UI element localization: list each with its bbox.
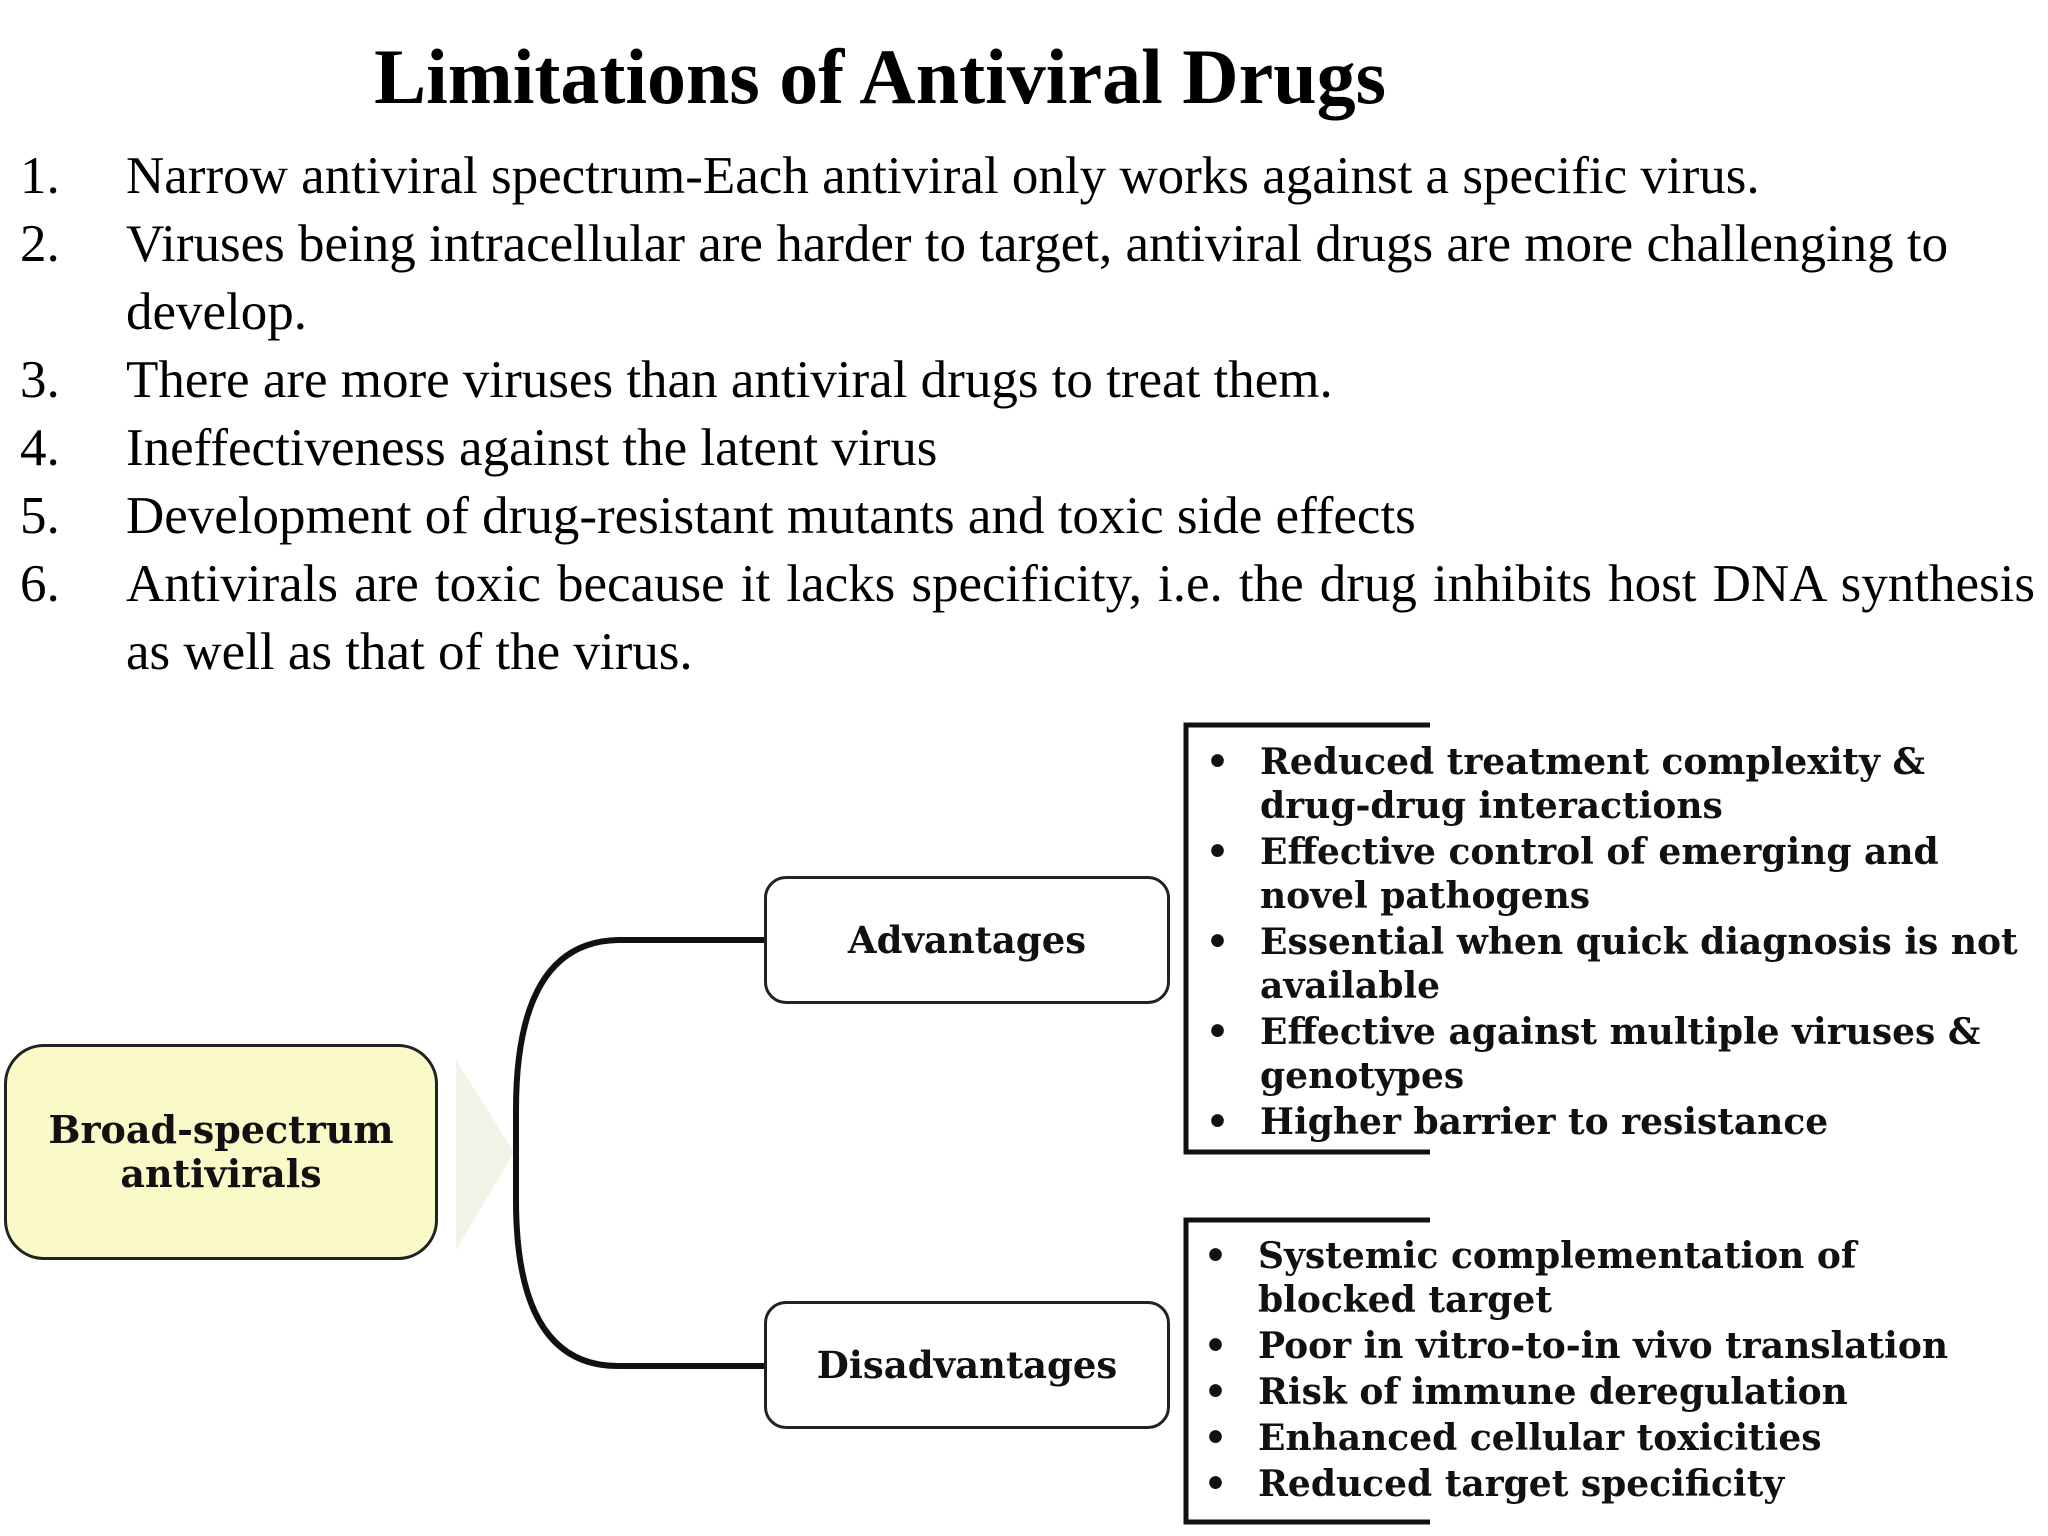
broad-spectrum-antivirals-box: Broad-spectrum antivirals: [4, 1044, 438, 1260]
disadvantages-connector: [516, 1152, 764, 1366]
arrow-shape: [456, 1060, 514, 1250]
list-item: • Higher barrier to resistance: [1206, 1100, 2046, 1144]
limitation-number: 4.: [20, 419, 60, 477]
limitation-number: 3.: [20, 351, 60, 409]
limitation-text: There are more viruses than antiviral drugs to treat them.: [126, 351, 1333, 409]
list-item: • Reduced treatment complexity & drug-drug interactions: [1206, 740, 2046, 828]
advantages-box: Advantages: [764, 876, 1170, 1004]
advantages-list: [1206, 740, 2046, 1146]
list-item: • Enhanced cellular toxicities: [1204, 1416, 2024, 1460]
limitation-number: 1.: [20, 147, 60, 205]
disadvantages-box: Disadvantages: [764, 1301, 1170, 1429]
limitation-number: 2.: [20, 215, 60, 273]
limitation-text: Viruses being intracellular are harder to target, antiviral drugs are more challenging to develop.: [126, 215, 1949, 341]
list-item: • Risk of immune deregulation: [1204, 1370, 2024, 1414]
list-item: • Reduced target specificity: [1204, 1462, 2024, 1506]
page-title: Limitations of Antiviral Drugs: [374, 33, 1386, 120]
limitation-number: 5.: [20, 487, 60, 545]
list-item: • Essential when quick diagnosis is not available: [1206, 920, 2046, 1008]
limitation-number: 6.: [20, 555, 60, 613]
limitation-text: Narrow antiviral spectrum-Each antiviral only works against a specific virus.: [126, 147, 1760, 205]
advantages-connector: [516, 940, 764, 1152]
list-item: • Effective against multiple viruses & genotypes: [1206, 1010, 2046, 1098]
list-item: • Poor in vitro-to-in vivo translation: [1204, 1324, 2024, 1368]
list-item: • Effective control of emerging and novel pathogens: [1206, 830, 2046, 918]
disadvantages-list: [1204, 1234, 2024, 1508]
limitation-text: Development of drug-resistant mutants and toxic side effects: [126, 487, 1416, 545]
list-item: • Systemic complementation of blocked target: [1204, 1234, 2024, 1322]
limitation-text: Antivirals are toxic because it lacks specificity, i.e. the drug inhibits host DNA synthesis as well as that of the virus.: [126, 555, 2035, 681]
limitation-text: Ineffectiveness against the latent virus: [126, 419, 938, 477]
